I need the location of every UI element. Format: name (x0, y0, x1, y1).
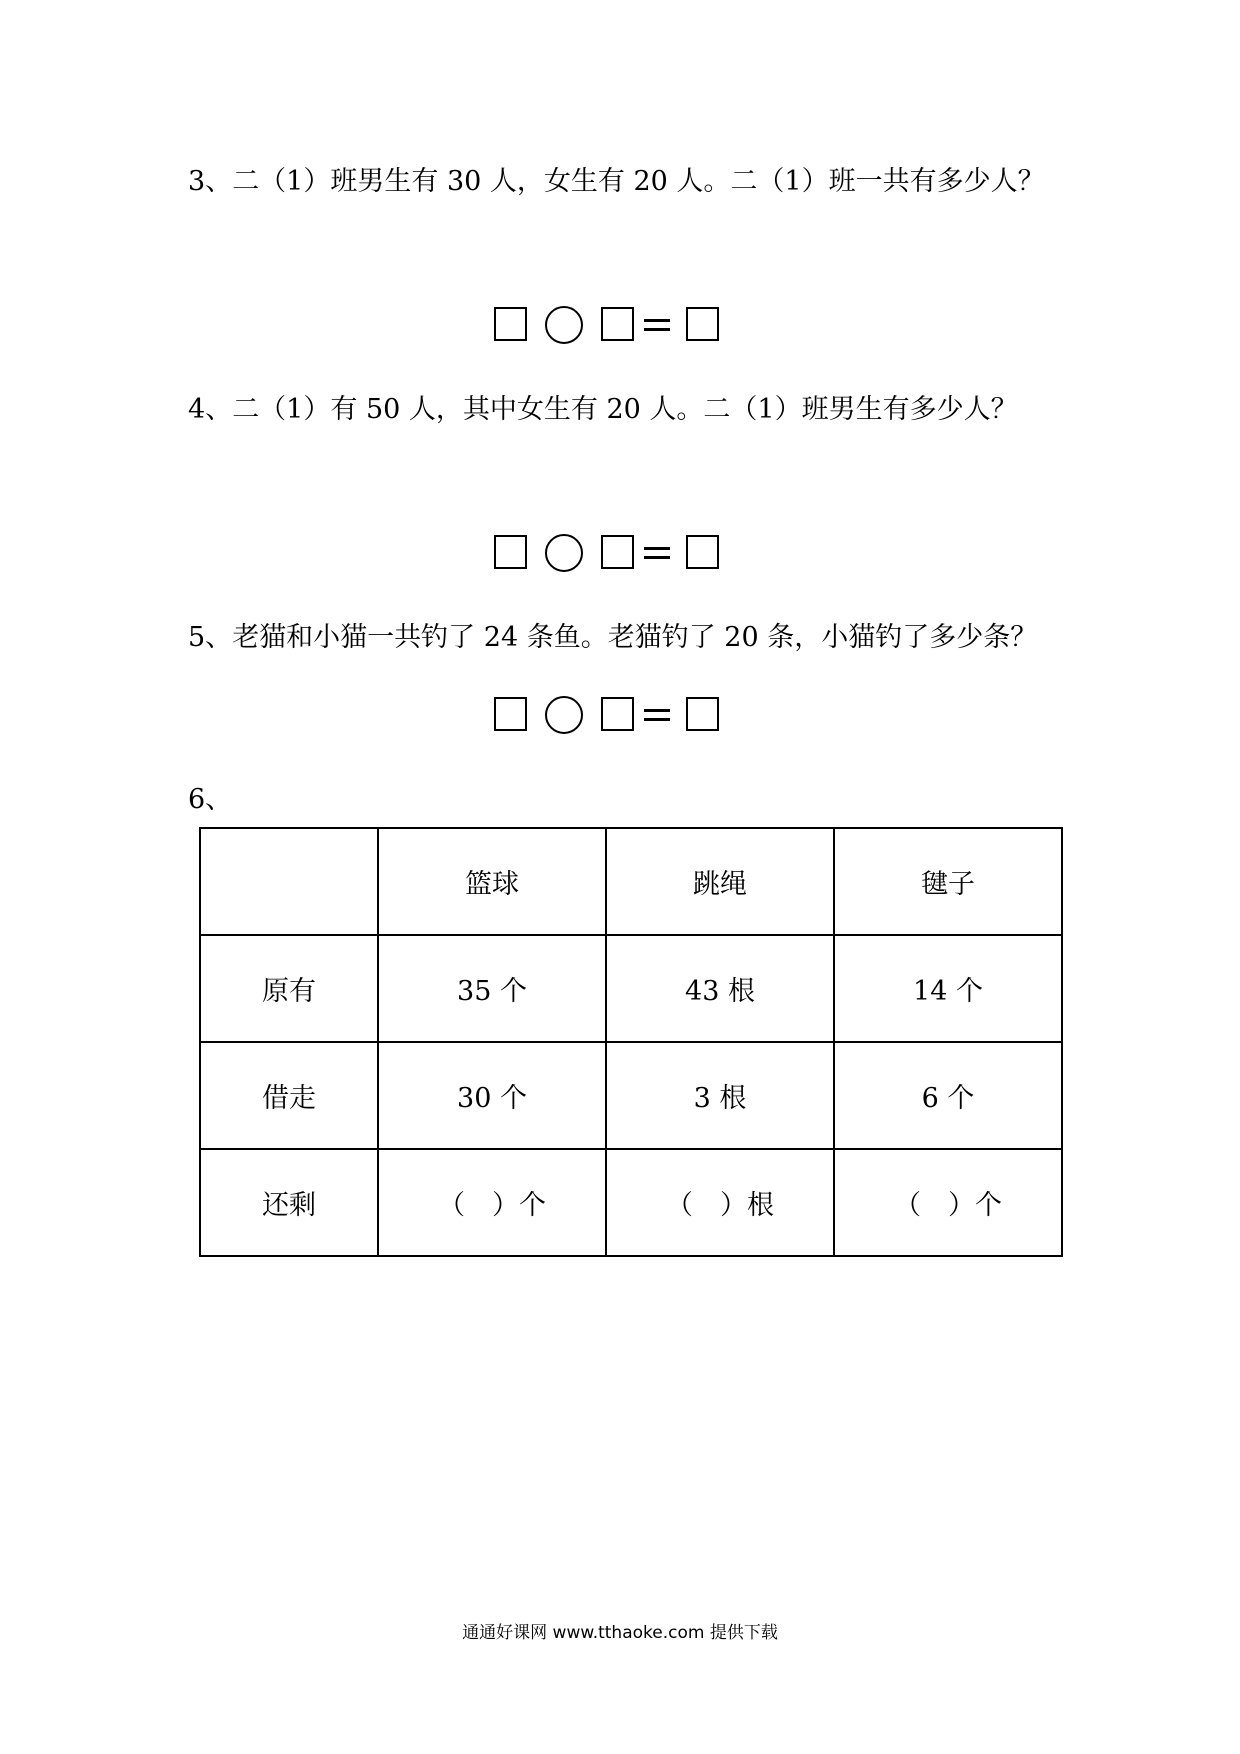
table-row-remaining (200, 1149, 1062, 1256)
table-cell: 14 个 (834, 935, 1062, 1042)
operand-box-2[interactable] (601, 697, 634, 731)
header-basketball: 篮球 (378, 828, 606, 935)
equals-sign (644, 318, 670, 332)
question-6 (188, 782, 232, 818)
equation-4 (494, 532, 730, 576)
row-label: 还剩 (200, 1149, 378, 1256)
question-number: 4、 (188, 394, 233, 425)
header-shuttlecock: 毽子 (834, 828, 1062, 935)
equation-3 (494, 304, 730, 348)
equals-sign (644, 546, 670, 560)
operand-box-2[interactable] (601, 307, 634, 341)
question-number: 5、 (188, 622, 233, 653)
table-cell: 35 个 (378, 935, 606, 1042)
table-cell: 3 根 (606, 1042, 834, 1149)
result-box[interactable] (686, 535, 719, 569)
table-cell: 43 根 (606, 935, 834, 1042)
question-text: 二（1）有 50 人，其中女生有 20 人。二（1）班男生有多少人？ (232, 394, 1018, 425)
equation-5 (494, 694, 730, 738)
table-corner-cell (200, 828, 378, 935)
operator-circle[interactable] (545, 534, 583, 572)
table-header-row (200, 828, 1062, 935)
question-text: 二（1）班男生有 30 人，女生有 20 人。二（1）班一共有多少人？ (232, 166, 1045, 197)
operator-circle[interactable] (545, 696, 583, 734)
operand-box-1[interactable] (494, 697, 527, 731)
table-row-original (200, 935, 1062, 1042)
footer-credit: 通通好课网 www.tthaoke.com 提供下载 (462, 1623, 778, 1643)
question-4 (188, 392, 1018, 428)
answer-cell[interactable]: （ ）个 (378, 1149, 606, 1256)
question-number: 3、 (188, 166, 233, 197)
result-box[interactable] (686, 307, 719, 341)
sports-equipment-table (199, 827, 1063, 1257)
question-number: 6、 (188, 784, 233, 815)
question-3 (188, 164, 1045, 200)
table-row-borrowed (200, 1042, 1062, 1149)
operand-box-1[interactable] (494, 535, 527, 569)
operator-circle[interactable] (545, 306, 583, 344)
table-cell: 30 个 (378, 1042, 606, 1149)
operand-box-2[interactable] (601, 535, 634, 569)
question-text: 老猫和小猫一共钓了 24 条鱼。老猫钓了 20 条，小猫钓了多少条？ (232, 622, 1038, 653)
question-5 (188, 620, 1037, 656)
equals-sign (644, 708, 670, 722)
row-label: 借走 (200, 1042, 378, 1149)
operand-box-1[interactable] (494, 307, 527, 341)
answer-cell[interactable]: （ ）根 (606, 1149, 834, 1256)
header-jump-rope: 跳绳 (606, 828, 834, 935)
row-label: 原有 (200, 935, 378, 1042)
table-cell: 6 个 (834, 1042, 1062, 1149)
result-box[interactable] (686, 697, 719, 731)
answer-cell[interactable]: （ ）个 (834, 1149, 1062, 1256)
